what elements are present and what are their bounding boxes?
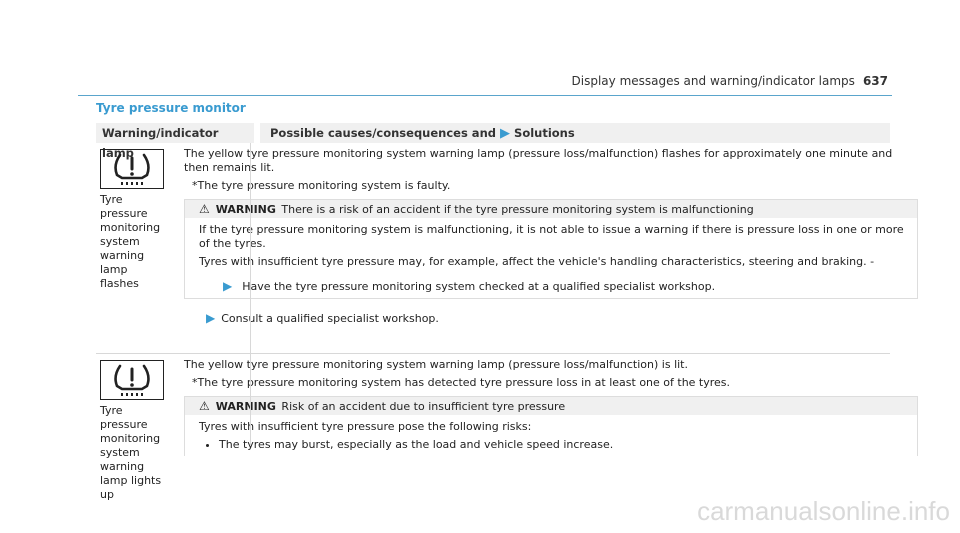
- column-divider: [250, 143, 251, 445]
- warning-action: [223, 279, 917, 294]
- arrow-right-icon: ▶: [223, 279, 233, 293]
- warning-header: [185, 200, 917, 218]
- warning-title: WARNING: [215, 203, 276, 216]
- warning-triangle-icon: ⚠: [199, 399, 210, 413]
- lamp-label: Tyre pressure monitoring system warning lamp flashes: [100, 193, 161, 290]
- col2-header: [260, 123, 890, 143]
- warning-header: [185, 397, 917, 415]
- cause-text: The yellow tyre pressure monitoring system warning lamp (pressure loss/malfunction) is lit.: [184, 358, 688, 371]
- warning-heading: There is a risk of an accident if the tyre pressure monitoring system is malfunctioning: [281, 203, 754, 216]
- lamp-cell: [96, 354, 170, 501]
- header-title: Display messages and warning/indicator lamps: [571, 74, 855, 88]
- warning-paragraph: Tyres with insufficient tyre pressure may, for example, affect the vehicle's handling characteristics, steering and braking. -: [199, 255, 875, 268]
- section-title: Tyre pressure monitor: [96, 101, 246, 115]
- page-number: 637: [862, 74, 888, 88]
- cause-text: The yellow tyre pressure monitoring system warning lamp (pressure loss/malfunction) flashes for approximately one minute and then remains lit.: [184, 147, 893, 174]
- tyre-pressure-warning-icon: [100, 149, 164, 189]
- risk-list: [199, 438, 917, 452]
- col2-header-suffix: Solutions: [514, 126, 575, 140]
- header-rule: [78, 95, 892, 96]
- watermark: carmanualsonline.info: [697, 496, 950, 526]
- warning-triangle-icon: ⚠: [199, 202, 210, 216]
- col2-header-text: Possible causes/consequences and: [270, 126, 496, 140]
- warning-body: [185, 218, 917, 298]
- col1-header: Warning/indicator lamp: [96, 123, 254, 143]
- table-row: [96, 143, 904, 353]
- list-item: • The tyres may burst, especially as the load and vehicle speed increase.: [219, 438, 917, 452]
- running-header: [572, 74, 888, 88]
- warning-action-text: Have the tyre pressure monitoring system checked at a qualified specialist workshop.: [242, 280, 716, 293]
- table-row: [96, 353, 890, 501]
- warning-paragraph: Tyres with insufficient tyre pressure pose the following risks:: [199, 420, 532, 433]
- warning-body: [185, 415, 917, 456]
- lamp-cell: [96, 143, 170, 353]
- arrow-right-icon: ▶: [206, 311, 216, 325]
- warning-box: [184, 199, 918, 299]
- table-header: [96, 123, 890, 160]
- warning-box: [184, 396, 918, 456]
- cause-detail: *The tyre pressure monitoring system is faulty.: [192, 179, 451, 192]
- lamp-label: Tyre pressure monitoring system warning lamp lights up: [100, 404, 162, 501]
- warning-heading: Risk of an accident due to insufficient tyre pressure: [281, 400, 566, 413]
- solution-item: [206, 311, 918, 326]
- warning-paragraph: If the tyre pressure monitoring system is malfunctioning, it is not able to issue a warning if there is pressure loss in one or more of the tyres.: [199, 223, 904, 250]
- cause-cell: [170, 354, 918, 467]
- tyre-pressure-warning-icon: [100, 360, 164, 400]
- warning-lamp-table: [96, 123, 904, 501]
- cause-cell: [170, 143, 918, 353]
- warning-title: WARNING: [215, 400, 276, 413]
- solution-text: Consult a qualified specialist workshop.: [221, 312, 439, 325]
- arrow-right-icon: ▶: [500, 126, 511, 141]
- cause-detail: *The tyre pressure monitoring system has detected tyre pressure loss in at least one of the tyres.: [192, 376, 731, 389]
